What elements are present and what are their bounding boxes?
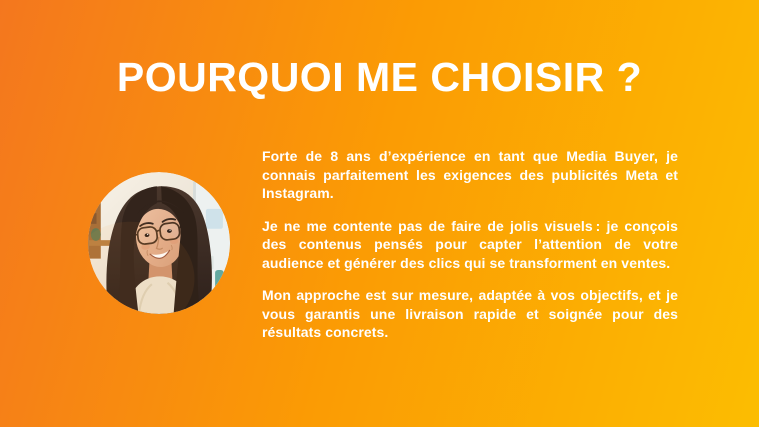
page-title: POURQUOI ME CHOISIR ? <box>116 54 643 100</box>
paragraph-guarantee: Mon approche est sur mesure, adaptée à vos objectifs, et je vous garantis une livraison rapide et soignée pour des résultats concrets. <box>262 287 678 340</box>
paragraph-experience: Forte de 8 ans d’expérience en tant que Media Buyer, je connais parfaitement les exigences des publicités Meta et Instagram. <box>262 148 678 201</box>
paragraph-content-approach: Je ne me contente pas de faire de jolis visuels : je conçois des contenus pensés pour capter l’attention de votre audience et générer des clics qui se transforment en ventes. <box>262 217 678 271</box>
intro-text-block <box>262 147 678 342</box>
portrait-photo-illustration <box>88 172 230 314</box>
profile-photo <box>88 172 230 314</box>
